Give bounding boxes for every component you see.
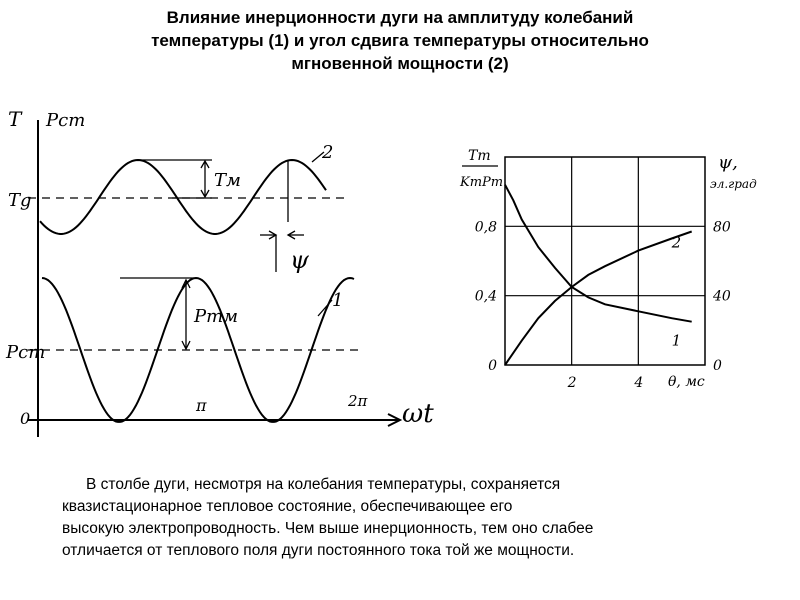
- series-2-label: 2: [671, 233, 682, 252]
- label-psi: ψ: [290, 246, 309, 274]
- curve-2-temperature: [40, 160, 326, 234]
- right-tick-label: 80: [713, 219, 731, 236]
- series-1-line: [505, 185, 692, 322]
- label-Tm: Tм: [214, 170, 241, 191]
- right-axis-label-psi: ψ,: [718, 152, 738, 173]
- paragraph-line-1: В столбе дуги, несмотря на колебания температуры, сохраняется: [86, 476, 561, 493]
- x-tick-label: 4: [634, 375, 644, 391]
- paragraph-line-3: высокую электропроводность. Чем выше инерционность, тем оно слабее: [62, 520, 594, 537]
- paragraph-line-2: квазистационарное тепловое состояние, обеспечивающее его: [62, 498, 513, 515]
- slide-title: [40, 6, 760, 75]
- left-axis-label-num: Tm: [468, 148, 491, 164]
- title-line-1: Влияние инерционности дуги на амплитуду колебаний: [166, 8, 634, 27]
- paragraph-line-4: отличается от теплового поля дуги постоянного тока той же мощности.: [62, 542, 575, 559]
- left-tick-label: 0,8: [474, 219, 497, 236]
- wave-diagram: [0, 95, 434, 445]
- right-tick-label: 0: [713, 358, 722, 374]
- axis-label-T: T: [8, 107, 22, 131]
- title-line-2: температуры (1) и угол сдвига температуры относительно: [151, 31, 649, 50]
- right-tick-label: 40: [713, 288, 731, 305]
- x-axis-label: θ, мс: [668, 374, 705, 390]
- right-chart: [440, 130, 780, 400]
- axis-label-wt: ωt: [402, 399, 434, 429]
- left-tick-label: 0: [488, 358, 497, 374]
- label-zero: 0: [20, 409, 31, 428]
- label-Tg: Tg: [8, 190, 32, 211]
- label-pi: π: [196, 396, 207, 415]
- left-tick-label: 0,4: [474, 288, 497, 305]
- curve-1-label: 1: [332, 290, 344, 311]
- left-axis-label-den: KтPm: [460, 175, 504, 190]
- series-1-label: 1: [671, 331, 682, 350]
- axis-label-Pst-top: Pст: [46, 110, 86, 131]
- right-axis-label-unit: эл.град: [710, 177, 757, 191]
- body-paragraph: [62, 474, 762, 562]
- label-Ptm: Pтм: [194, 306, 239, 327]
- title-line-3: мгновенной мощности (2): [291, 54, 509, 73]
- curve-2-label: 2: [322, 142, 334, 163]
- label-2pi: 2π: [348, 392, 368, 410]
- x-tick-label: 2: [567, 375, 577, 391]
- label-Pst: Pст: [6, 342, 46, 363]
- series-2-line: [505, 232, 692, 366]
